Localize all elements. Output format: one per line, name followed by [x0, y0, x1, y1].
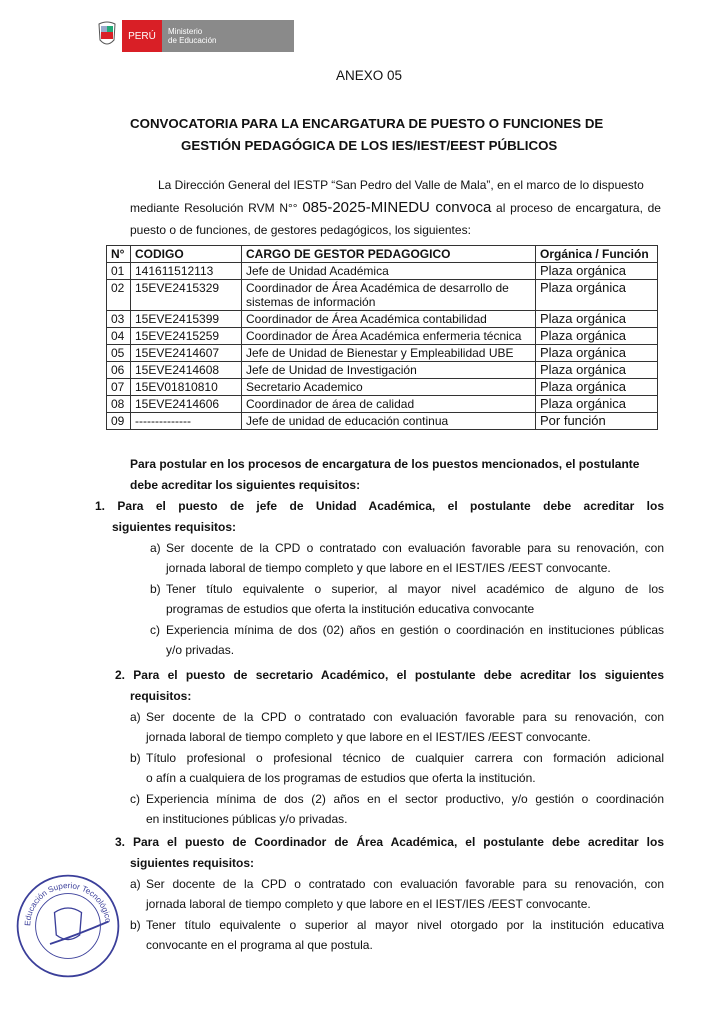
header-number: N° — [107, 246, 131, 263]
row-position: Jefe de Unidad de Bienestar y Empleabilidad UBE — [242, 345, 536, 362]
table-row — [107, 328, 658, 345]
row-code: 15EVE2415399 — [131, 311, 242, 328]
row-type: Plaza orgánica — [536, 280, 658, 311]
row-position: Coordinador de Área Académica de desarrollo de sistemas de información — [242, 280, 536, 311]
item-text: Experiencia mínima de dos (02) años en gestión o coordinación en instituciones públicas — [166, 623, 664, 637]
intro-line1: La Dirección General del IESTP “San Pedro del Valle de Mala”, en el marco de lo dispuesto — [158, 178, 644, 192]
row-number: 07 — [107, 379, 131, 396]
row-position: Jefe de unidad de educación continua — [242, 413, 536, 430]
row-type: Plaza orgánica — [536, 396, 658, 413]
annex-label: ANEXO 05 — [336, 68, 403, 83]
item-text-cont: en instituciones públicas y/o privadas. — [146, 812, 348, 826]
row-code: -------------- — [131, 413, 242, 430]
intro-resolution: mediante Resolución RVM N°° — [130, 201, 298, 215]
row-type: Plaza orgánica — [536, 263, 658, 280]
peru-coat-of-arms-icon — [96, 20, 118, 50]
row-number: 05 — [107, 345, 131, 362]
row-type: Plaza orgánica — [536, 328, 658, 345]
logo-ministry-line1: Ministerio — [168, 27, 203, 36]
intro-line2 — [130, 199, 661, 217]
table-row — [107, 396, 658, 413]
row-number: 01 — [107, 263, 131, 280]
row-position: Secretario Academico — [242, 379, 536, 396]
table-row — [107, 345, 658, 362]
section-heading: 1. Para el puesto de jefe de Unidad Académica, el postulante debe acreditar los — [95, 499, 664, 513]
item-text: Título profesional o profesional técnico de cualquier carrera con formación adicional — [146, 751, 664, 765]
item-text-cont: convocante en el programa al que postula. — [146, 938, 373, 952]
section-heading-cont: siguientes requisitos: — [112, 520, 237, 534]
item-text-cont: jornada laboral de tiempo completo y que labore en el IEST/IES /EEST convocante. — [146, 730, 591, 744]
row-type: Plaza orgánica — [536, 362, 658, 379]
row-number: 03 — [107, 311, 131, 328]
item-text-cont: programas de estudios que oferta la institución educativa convocante — [166, 602, 535, 616]
positions-table — [106, 245, 658, 430]
table-row — [107, 413, 658, 430]
item-letter: b) — [130, 918, 141, 932]
table-row — [107, 280, 658, 311]
item-text-cont: y/o privadas. — [166, 643, 235, 657]
header-position: CARGO DE GESTOR PEDAGOGICO — [242, 246, 536, 263]
row-type: Plaza orgánica — [536, 345, 658, 362]
item-text-cont: jornada laboral de tiempo completo y que labore en el IEST/IES /EEST convocante. — [166, 561, 611, 575]
row-code: 15EVE2415329 — [131, 280, 242, 311]
item-letter: a) — [130, 877, 141, 891]
row-number: 04 — [107, 328, 131, 345]
row-type: Plaza orgánica — [536, 379, 658, 396]
table-row — [107, 379, 658, 396]
header-type: Orgánica / Función — [536, 246, 658, 263]
logo-country: PERÚ — [122, 20, 162, 52]
minedu-logo — [96, 20, 294, 52]
item-letter: b) — [130, 751, 141, 765]
postular-line2: debe acreditar los siguientes requisitos: — [130, 478, 361, 492]
row-position: Coordinador de Área Académica enfermeria técnica — [242, 328, 536, 345]
row-type: Plaza orgánica — [536, 311, 658, 328]
item-text: Ser docente de la CPD o contratado con evaluación favorable para su renovación, con — [146, 710, 664, 724]
section-heading-cont: siguientes requisitos: — [130, 856, 255, 870]
title-line1: CONVOCATORIA PARA LA ENCARGATURA DE PUESTO O FUNCIONES DE — [130, 116, 604, 131]
row-position: Jefe de Unidad Académica — [242, 263, 536, 280]
row-number: 06 — [107, 362, 131, 379]
row-position: Coordinador de Área Académica contabilidad — [242, 311, 536, 328]
row-position: Jefe de Unidad de Investigación — [242, 362, 536, 379]
row-type: Por función — [536, 413, 658, 430]
row-code: 15EVE2414608 — [131, 362, 242, 379]
row-code: 15EV01810810 — [131, 379, 242, 396]
item-text: Tener título equivalente o superior al mayor nivel otorgado por la institución educativa — [146, 918, 664, 932]
institution-stamp — [14, 872, 122, 980]
row-number: 08 — [107, 396, 131, 413]
row-code: 15EVE2415259 — [131, 328, 242, 345]
table-row — [107, 311, 658, 328]
item-letter: b) — [150, 582, 161, 596]
item-text: Tener título equivalente o superior, al mayor nivel académico de alguno de los — [166, 582, 664, 596]
item-letter: c) — [150, 623, 160, 637]
item-letter: c) — [130, 792, 140, 806]
item-text-cont: o afín a cualquiera de los programas de estudios que oferta la institución. — [146, 771, 536, 785]
table-row — [107, 362, 658, 379]
row-code: 15EVE2414606 — [131, 396, 242, 413]
item-letter: a) — [130, 710, 141, 724]
logo-ministry — [162, 20, 294, 52]
row-number: 09 — [107, 413, 131, 430]
row-number: 02 — [107, 280, 131, 311]
table-header-row — [107, 246, 658, 263]
item-text: Ser docente de la CPD o contratado con evaluación favorable para su renovación, con — [146, 877, 664, 891]
header-code: CODIGO — [131, 246, 242, 263]
intro-rest: al proceso de encargatura, de — [496, 201, 661, 215]
item-text-cont: jornada laboral de tiempo completo y que labore en el IEST/IES /EEST convocante. — [146, 897, 591, 911]
section-heading: 3. Para el puesto de Coordinador de Área Académica, el postulante debe acreditar los — [115, 835, 664, 849]
postular-line1: Para postular en los procesos de encargatura de los puestos mencionados, el postulante — [130, 457, 640, 471]
row-code: 141611512113 — [131, 263, 242, 280]
logo-ministry-line2: de Educación — [168, 36, 217, 45]
section-heading-cont: requisitos: — [130, 689, 192, 703]
svg-text:Educación Superior Tecnológico: Educación Superior Tecnológico — [23, 881, 113, 927]
item-letter: a) — [150, 541, 161, 555]
intro-rvm: 085-2025-MINEDU convoca — [302, 199, 492, 216]
title-line2: GESTIÓN PEDAGÓGICA DE LOS IES/IEST/EEST PÚBLICOS — [181, 138, 558, 153]
intro-line3: puesto o de funciones, de gestores pedagógicos, los siguientes: — [130, 223, 471, 237]
table-row — [107, 263, 658, 280]
item-text: Experiencia mínima de dos (2) años en el sector productivo, y/o gestión o coordinación — [146, 792, 664, 806]
row-code: 15EVE2414607 — [131, 345, 242, 362]
item-text: Ser docente de la CPD o contratado con evaluación favorable para su renovación, con — [166, 541, 664, 555]
row-position: Coordinador de área de calidad — [242, 396, 536, 413]
section-heading: 2. Para el puesto de secretario Académico, el postulante debe acreditar los siguientes — [115, 668, 664, 682]
